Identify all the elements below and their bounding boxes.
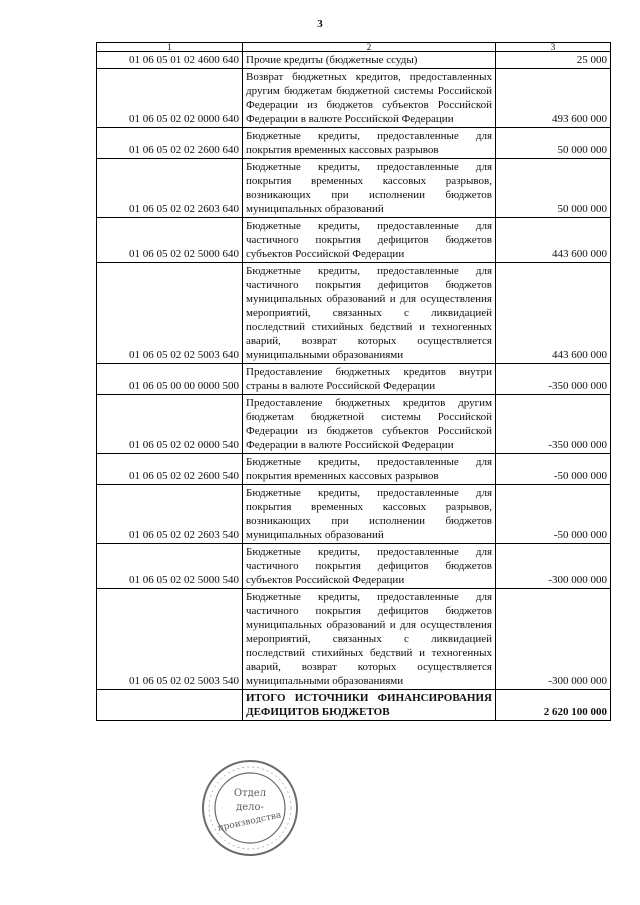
round-seal-stamp — [200, 758, 300, 858]
amount-cell: 25 000 — [496, 52, 611, 69]
code-cell: 01 06 05 02 02 2603 540 — [97, 485, 243, 544]
amount-cell: 443 600 000 — [496, 218, 611, 263]
code-cell: 01 06 05 02 02 2603 640 — [97, 159, 243, 218]
amount-cell: 443 600 000 — [496, 263, 611, 364]
total-description-cell: ИТОГО ИСТОЧНИКИ ФИНАНСИРОВАНИЯ ДЕФИЦИТОВ БЮДЖЕТОВ — [243, 690, 496, 721]
description-cell: Возврат бюджетных кредитов, предоставленных другим бюджетам бюджетной системы Российской Федерации из бюджетов субъектов Российской Федерации в валюте Российской Федерации — [243, 69, 496, 128]
amount-cell: -50 000 000 — [496, 485, 611, 544]
table-row — [97, 159, 611, 218]
code-cell: 01 06 05 02 02 5003 540 — [97, 589, 243, 690]
code-cell: 01 06 05 02 02 5000 540 — [97, 544, 243, 589]
description-cell: Прочие кредиты (бюджетные ссуды) — [243, 52, 496, 69]
description-cell: Бюджетные кредиты, предоставленные для частичного покрытия дефицитов бюджетов муниципальных образований и для осуществления мероприятий, связанных с ликвидацией последствий стихийных бедствий и техногенных аварий, возврат которых осуществляется муниципальными образованиями — [243, 263, 496, 364]
table-row — [97, 485, 611, 544]
amount-cell: -50 000 000 — [496, 454, 611, 485]
table-row — [97, 69, 611, 128]
description-cell: Бюджетные кредиты, предоставленные для частичного покрытия дефицитов бюджетов субъектов Российской Федерации — [243, 218, 496, 263]
code-cell: 01 06 05 02 02 5000 640 — [97, 218, 243, 263]
column-header: 2 — [243, 43, 496, 52]
amount-cell: 50 000 000 — [496, 159, 611, 218]
code-cell: 01 06 05 02 02 0000 640 — [97, 69, 243, 128]
stamp-line: производства — [216, 810, 283, 834]
budget-sources-table — [96, 42, 611, 721]
amount-cell: -300 000 000 — [496, 544, 611, 589]
description-cell: Бюджетные кредиты, предоставленные для частичного покрытия дефицитов бюджетов муниципальных образований и для осуществления мероприятий, связанных с ликвидацией последствий стихийных бедствий и техногенных аварий, возврат которых осуществляется муниципальными образованиями — [243, 589, 496, 690]
code-cell: 01 06 05 02 02 5003 640 — [97, 263, 243, 364]
amount-cell: 50 000 000 — [496, 128, 611, 159]
table-row — [97, 589, 611, 690]
table-row — [97, 454, 611, 485]
table-row — [97, 128, 611, 159]
table-row — [97, 395, 611, 454]
code-cell: 01 06 05 02 02 2600 540 — [97, 454, 243, 485]
amount-cell: -350 000 000 — [496, 364, 611, 395]
code-cell: 01 06 05 02 02 2600 640 — [97, 128, 243, 159]
description-cell: Бюджетные кредиты, предоставленные для покрытия временных кассовых разрывов — [243, 454, 496, 485]
total-code-cell — [97, 690, 243, 721]
column-header: 1 — [97, 43, 243, 52]
description-cell: Бюджетные кредиты, предоставленные для покрытия временных кассовых разрывов, возникающих при исполнении бюджетов муниципальных образований — [243, 485, 496, 544]
table-row — [97, 52, 611, 69]
description-cell: Предоставление бюджетных кредитов другим бюджетам бюджетной системы Российской Федерации из бюджетов субъектов Российской Федерации в валюте Российской Федерации — [243, 395, 496, 454]
table-row — [97, 364, 611, 395]
description-cell: Бюджетные кредиты, предоставленные для покрытия временных кассовых разрывов, возникающих при исполнении бюджетов муниципальных образований — [243, 159, 496, 218]
total-row — [97, 690, 611, 721]
table-row — [97, 263, 611, 364]
amount-cell: 493 600 000 — [496, 69, 611, 128]
description-cell: Бюджетные кредиты, предоставленные для покрытия временных кассовых разрывов — [243, 128, 496, 159]
description-cell: Бюджетные кредиты, предоставленные для частичного покрытия дефицитов бюджетов субъектов Российской Федерации — [243, 544, 496, 589]
amount-cell: -350 000 000 — [496, 395, 611, 454]
description-cell: Предоставление бюджетных кредитов внутри страны в валюте Российской Федерации — [243, 364, 496, 395]
total-amount-cell: 2 620 100 000 — [496, 690, 611, 721]
code-cell: 01 06 05 02 02 0000 540 — [97, 395, 243, 454]
table-row — [97, 218, 611, 263]
table-header-row — [97, 43, 611, 52]
code-cell: 01 06 05 01 02 4600 640 — [97, 52, 243, 69]
stamp-line: дело- — [236, 802, 264, 813]
stamp-line: Отдел — [233, 788, 267, 799]
column-header: 3 — [496, 43, 611, 52]
code-cell: 01 06 05 00 00 0000 500 — [97, 364, 243, 395]
amount-cell: -300 000 000 — [496, 589, 611, 690]
page-number: 3 — [317, 18, 323, 30]
table-row — [97, 544, 611, 589]
